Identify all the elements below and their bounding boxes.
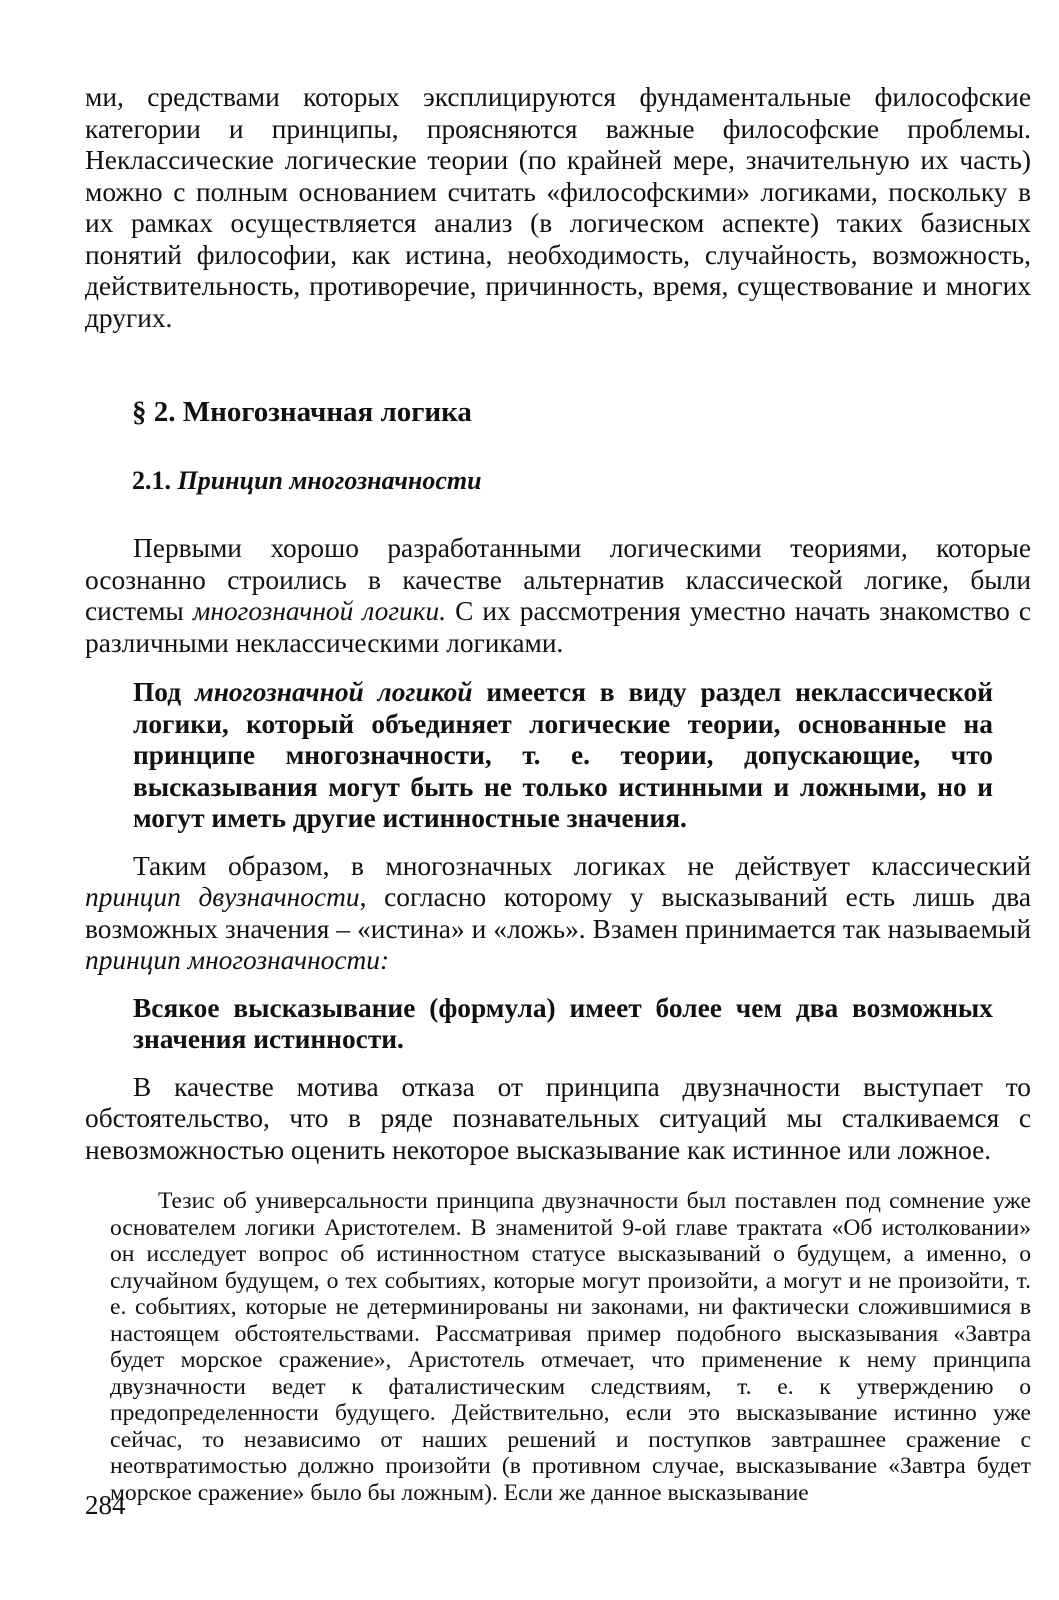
bivalence-term-2: принцип многозначности: xyxy=(85,945,390,975)
page-content xyxy=(85,82,1031,1506)
principle-block: Всякое высказывание (формула) имеет более чем два возможных значения истинности. xyxy=(133,992,993,1054)
intro-text-after: С их рассмотрения уместно начать знакомство с различными неклассическими логиками. xyxy=(85,596,1032,658)
subsection-number: 2.1. xyxy=(132,466,171,495)
definition-block xyxy=(133,677,993,835)
section-heading: § 2. Многозначная логика xyxy=(132,396,472,428)
subsection-heading xyxy=(132,466,1031,496)
definition-text-after: имеется в виду раздел неклассической логики, который объединяет логические теории, основанные на принципе многозначности, т. е. теории, допускающие, что высказывания могут быть не только истинными и ложными, но и могут иметь другие истинностные значения. xyxy=(133,677,993,833)
definition-term: многозначной логикой xyxy=(194,677,473,707)
intro-text-before: Первыми хорошо разработанными логическими теориями, которые осознанно строились в качестве альтернатив классической логике, были системы xyxy=(85,533,1031,626)
paragraph-intro xyxy=(85,533,1031,659)
bivalence-term-1: принцип двузначности xyxy=(85,882,360,912)
bivalence-text-2: , согласно которому у высказываний есть лишь два возможных значения – «истина» и «ложь». Взамен принимается так называемый xyxy=(85,882,1031,944)
paragraph-bivalence xyxy=(85,851,1031,977)
bivalence-text-1: Таким образом, в многозначных логиках не действует классический xyxy=(133,850,1031,881)
page-number: 284 xyxy=(85,1490,126,1520)
subsection-title: Принцип многозначности xyxy=(177,466,482,495)
definition-text-before: Под xyxy=(133,677,195,707)
intro-term: многозначной логики. xyxy=(192,596,447,626)
paragraph-top: ми, средствами которых эксплицируются фундаментальные философские категории и принципы, проясняются важные философские проблемы. Неклассические логические теории (по крайней мере, значительную их часть) можно с полным основанием считать «философскими» логиками, поскольку в их рамках осуществляется анализ (в логическом аспекте) таких базисных понятий философии, как истина, необходимость, случайность, возможность, действительность, противоречие, причинность, время, существование и многих других. xyxy=(85,82,1031,333)
paragraph-motive: В качестве мотива отказа от принципа двузначности выступает то обстоятельство, что в ряде познавательных ситуаций мы сталкиваемся с невозможностью оценить некоторое высказывание как истинное или ложное. xyxy=(85,1071,1031,1165)
small-print-paragraph: Тезис об универсальности принципа двузначности был поставлен под сомнение уже основателем логики Аристотелем. В знаменитой 9-ой главе трактата «Об истолковании» он исследует вопрос об истинностном статусе высказываний о будущем, а именно, о случайном будущем, о тех событиях, которые могут произойти, а могут и не произойти, т. е. событиях, которые не детерминированы ни законами, ни фактически сложившимися в настоящем обстоятельствами. Рассматривая пример подобного высказывания «Завтра будет морское сражение», Аристотель отмечает, что применение к нему принципа двузначности ведет к фаталистическим следствиям, т. е. к утверждению о предопределенности будущего. Действительно, если это высказывание истинно уже сейчас, то независимо от наших решений и поступков завтрашнее сражение с неотвратимостью должно произойти (в противном случае, высказывание «Завтра будет морское сражение» было бы ложным). Если же данное высказывание xyxy=(110,1188,1031,1506)
